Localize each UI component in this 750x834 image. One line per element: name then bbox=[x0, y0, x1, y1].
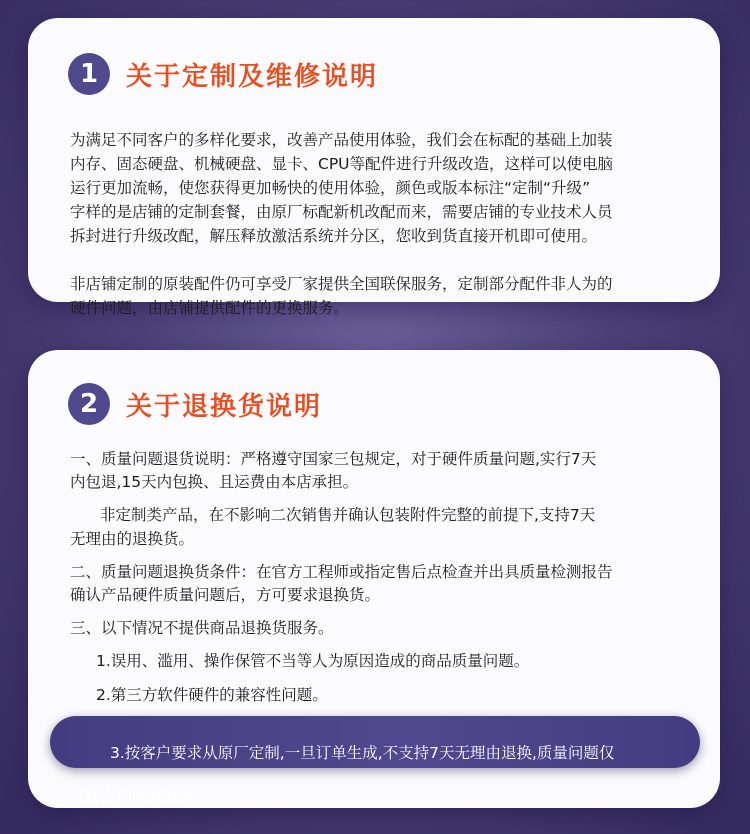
section-title: 关于退换货说明 bbox=[126, 391, 323, 422]
policy-item-3: 三、以下情况不提供商品退换货服务。 bbox=[70, 619, 334, 638]
policy-item-1-sub: 非定制类产品，在不影响二次销售并确认包装附件完整的前提下,支持7天 bbox=[100, 506, 596, 525]
highlighted-policy-text bbox=[70, 720, 690, 830]
policy-subitem-3-line2: 支持上门维修服务。 bbox=[70, 788, 210, 806]
warranty-paragraph: 非店铺定制的原装配件仍可享受厂家提供全国联保服务，定制部分配件非人为的 硬件问题，由店铺提供配件的更换服务。 bbox=[70, 275, 613, 317]
section-header-customization bbox=[68, 53, 378, 95]
section-header-returns bbox=[68, 383, 322, 425]
policy-subitem-3-line1: 3.按客户要求从原厂定制,一旦订单生成,不支持7天无理由退换,质量问题仅 bbox=[110, 744, 615, 762]
highlighted-policy-banner bbox=[50, 716, 700, 806]
section-number-badge: 1 bbox=[68, 53, 110, 95]
policy-subitem-2: 2.第三方软件硬件的兼容性问题。 bbox=[96, 685, 328, 704]
return-policy-body bbox=[70, 448, 710, 707]
policy-item-1-sub-cont: 无理由的退换货。 bbox=[70, 529, 195, 548]
customization-paragraph: 为满足不同客户的多样化要求，改善产品使用体验，我们会在标配的基础上加装 内存、固态硬盘、机械硬盘、显卡、CPU等配件进行升级改造，这样可以使电脑 运行更加流畅，使您获得更加畅快的使用体验，颜色或版本标注“定制“升级” 字样的是店铺的定制套餐，由原厂标配新机改配而来，需要店铺的专业技术人员 拆封进行升级改配，解压释放激活系统并分区，您收到货直接开机即可使用。 bbox=[70, 131, 614, 245]
section-number-badge: 2 bbox=[68, 383, 110, 425]
policy-subitem-1: 1.误用、滥用、操作保管不当等人为原因造成的商品质量问题。 bbox=[96, 652, 530, 671]
section-title: 关于定制及维修说明 bbox=[126, 61, 379, 92]
customization-card bbox=[28, 18, 720, 317]
customization-body bbox=[70, 104, 710, 344]
policy-item-2: 二、质量问题退换货条件：在官方工程师或指定售后点检查并出具质量检测报告 确认产品硬件质量问题后，方可要求退换货。 bbox=[70, 562, 613, 605]
policy-item-1: 一、质量问题退货说明：严格遵守国家三包规定，对于硬件质量问题,实行7天 内包退,15天内包换、且运费由本店承担。 bbox=[70, 450, 597, 492]
